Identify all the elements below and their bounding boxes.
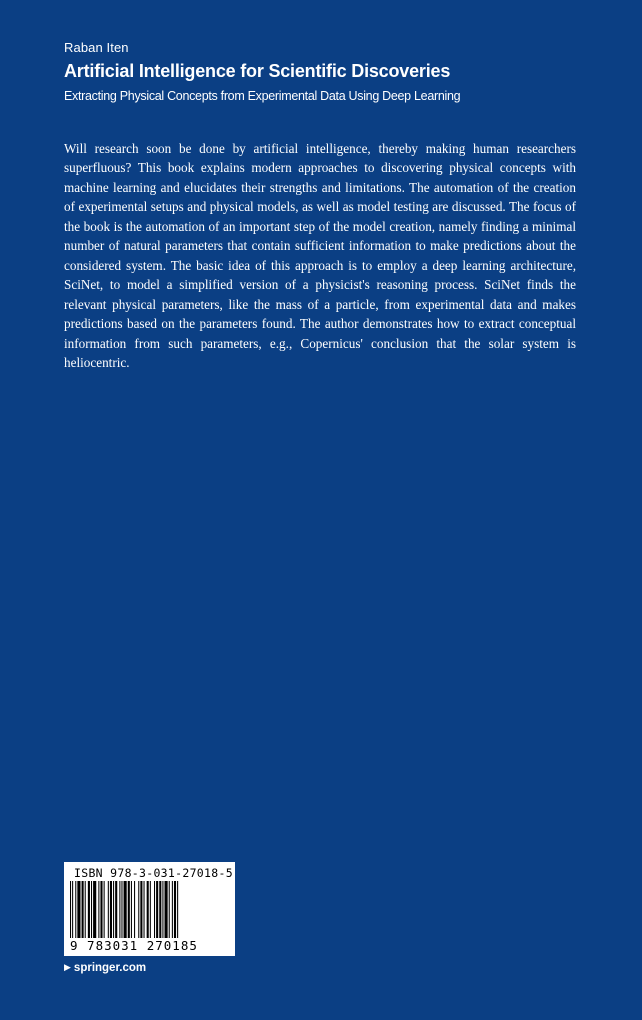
barcode-bars (70, 881, 229, 939)
book-subtitle: Extracting Physical Concepts from Experimental Data Using Deep Learning (64, 89, 461, 103)
triangle-right-icon: ▶ (64, 962, 71, 972)
publisher-link[interactable] (64, 962, 146, 974)
barcode-box (64, 862, 235, 956)
book-description: Will research soon be done by artificial intelligence, thereby making human researchers superfluous? This book explains modern approaches to discovering physical concepts with machine learning and elucidates their strengths and limitations. The automation of the creation of experimental setups and physical models, as well as model testing are discussed. The focus of the book is the automation of an important step of the model creation, namely finding a minimal number of natural parameters that contain sufficient information to make predictions about the considered system. The basic idea of this approach is to employ a deep learning architecture, SciNet, to model a simplified version of a physicist's reasoning process. SciNet finds the relevant physical parameters, like the mass of a particle, from experimental data and makes predictions based on the parameters found. The author demonstrates how to extract conceptual information from such parameters, e.g., Copernicus' conclusion that the solar system is heliocentric. (64, 141, 576, 370)
isbn-label: ISBN 978-3-031-27018-5 (74, 866, 233, 880)
book-title: Artificial Intelligence for Scientific Discoveries (64, 61, 451, 81)
barcode-digits: 9 783031 270185 (70, 938, 229, 953)
publisher-url: springer.com (73, 962, 147, 974)
author-name: Raban Iten (64, 40, 129, 55)
